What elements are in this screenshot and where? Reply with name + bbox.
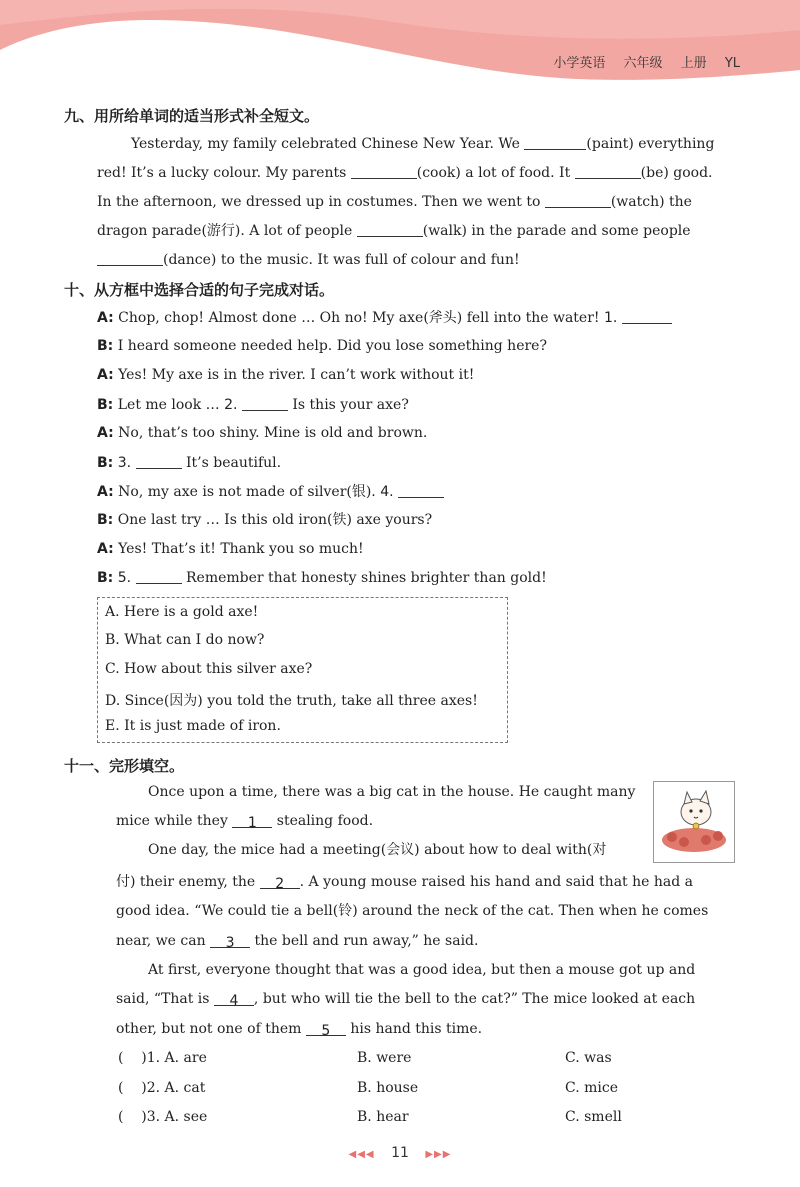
header-edition: YL	[724, 56, 740, 71]
dialogue-line: A: Yes! My axe is in the river. I can’t work without it!	[97, 367, 475, 383]
right-arrows-icon: ▶▶▶	[425, 1149, 452, 1160]
page-number: 11	[391, 1145, 409, 1161]
dialogue-line: A: Chop, chop! Almost done … Oh no! My axe(斧头) fell into the water! 1.	[97, 307, 672, 328]
choice-row-2[interactable]: ( )2. A. cat	[118, 1080, 206, 1096]
choice-2-c[interactable]: C. mice	[565, 1080, 618, 1096]
header-grade: 六年级	[623, 56, 663, 71]
header-subject: 小学英语	[553, 56, 606, 71]
blank-dance[interactable]	[97, 249, 163, 266]
dialogue-blank-2[interactable]	[242, 394, 288, 411]
dialogue-blank-3[interactable]	[136, 452, 182, 469]
option-c: C. How about this silver axe?	[105, 661, 313, 677]
choice-row-3[interactable]: ( )3. A. see	[118, 1109, 208, 1125]
cloze-line: other, but not one of them 5 his hand this time.	[116, 1015, 736, 1044]
cloze-line: Once upon a time, there was a big cat in the house. He caught many	[148, 784, 636, 800]
passage-line-5: (dance) to the music. It was full of colour and fun!	[97, 246, 733, 275]
option-a: A. Here is a gold axe!	[105, 604, 259, 620]
cat-illustration	[653, 781, 735, 863]
option-d: D. Since(因为) you told the truth, take all three axes!	[105, 693, 478, 709]
cloze-blank-4[interactable]: 4	[214, 987, 254, 1006]
header-band	[0, 0, 800, 90]
choice-2-b[interactable]: B. house	[357, 1080, 419, 1096]
dialogue-blank-4[interactable]	[398, 481, 444, 498]
passage-line-4: dragon parade(游行). A lot of people (walk) in the parade and some people	[97, 217, 733, 246]
blank-paint[interactable]	[524, 133, 586, 150]
choice-1-c[interactable]: C. was	[565, 1050, 612, 1066]
dialogue-blank-5[interactable]	[136, 567, 182, 584]
left-arrows-icon: ◀◀◀	[348, 1149, 375, 1160]
choice-1-b[interactable]: B. were	[357, 1050, 412, 1066]
cloze-line: mice while they 1 stealing food.	[116, 807, 646, 836]
cloze-line: 付) their enemy, the 2 . A young mouse raised his hand and said that he had a	[116, 868, 736, 897]
cloze-line: said, “That is 4 , but who will tie the bell to the cat?” The mice looked at each	[116, 985, 736, 1014]
header-volume: 上册	[680, 56, 707, 71]
dialogue-line: A: No, that’s too shiny. Mine is old and brown.	[97, 425, 428, 441]
choice-3-c[interactable]: C. smell	[565, 1109, 622, 1125]
dialogue-blank-1[interactable]	[622, 307, 672, 324]
blank-be[interactable]	[575, 162, 641, 179]
choice-3-b[interactable]: B. hear	[357, 1109, 409, 1125]
cloze-line: near, we can 3 the bell and run away,” he said.	[116, 927, 736, 956]
cloze-line: One day, the mice had a meeting(会议) about how to deal with(对	[148, 842, 607, 858]
choice-row-1[interactable]: ( )1. A. are	[118, 1050, 207, 1066]
dialogue-line: B: I heard someone needed help. Did you lose something here?	[97, 338, 547, 354]
cloze-line: good idea. “We could tie a bell(铃) around the neck of the cat. Then when he comes	[116, 903, 709, 919]
section9-passage	[97, 130, 733, 275]
passage-line-2: red! It’s a lucky colour. My parents (cook) a lot of food. It (be) good.	[97, 159, 733, 188]
header-meta	[539, 52, 740, 71]
blank-cook[interactable]	[351, 162, 417, 179]
dialogue-line: B: 3. It’s beautiful.	[97, 452, 281, 473]
section9-title: 九、用所给单词的适当形式补全短文。	[64, 107, 320, 125]
cloze-blank-5[interactable]: 5	[306, 1017, 346, 1036]
cloze-line: At first, everyone thought that was a good idea, but then a mouse got up and	[148, 962, 696, 978]
cloze-blank-1[interactable]: 1	[232, 809, 272, 828]
passage-line-3: In the afternoon, we dressed up in costumes. Then we went to (watch) the	[97, 188, 733, 217]
section11-title: 十一、完形填空。	[64, 757, 185, 775]
dialogue-line: A: Yes! That’s it! Thank you so much!	[97, 541, 364, 557]
dialogue-line: A: No, my axe is not made of silver(银). 4.	[97, 481, 444, 502]
blank-watch[interactable]	[545, 191, 611, 208]
dialogue-line: B: 5. Remember that honesty shines brighter than gold!	[97, 567, 547, 588]
cloze-blank-2[interactable]: 2	[260, 870, 300, 889]
blank-walk[interactable]	[357, 220, 423, 237]
option-e: E. It is just made of iron.	[105, 718, 281, 734]
passage-line-1: Yesterday, my family celebrated Chinese New Year. We (paint) everything	[97, 130, 733, 159]
cloze-blank-3[interactable]: 3	[210, 929, 250, 948]
dialogue-line: B: Let me look … 2. Is this your axe?	[97, 394, 409, 415]
section10-title: 十、从方框中选择合适的句子完成对话。	[64, 281, 335, 299]
dialogue-line: B: One last try … Is this old iron(铁) axe yours?	[97, 512, 433, 528]
option-b: B. What can I do now?	[105, 632, 265, 648]
page-footer	[0, 1145, 800, 1161]
options-box	[97, 597, 508, 743]
